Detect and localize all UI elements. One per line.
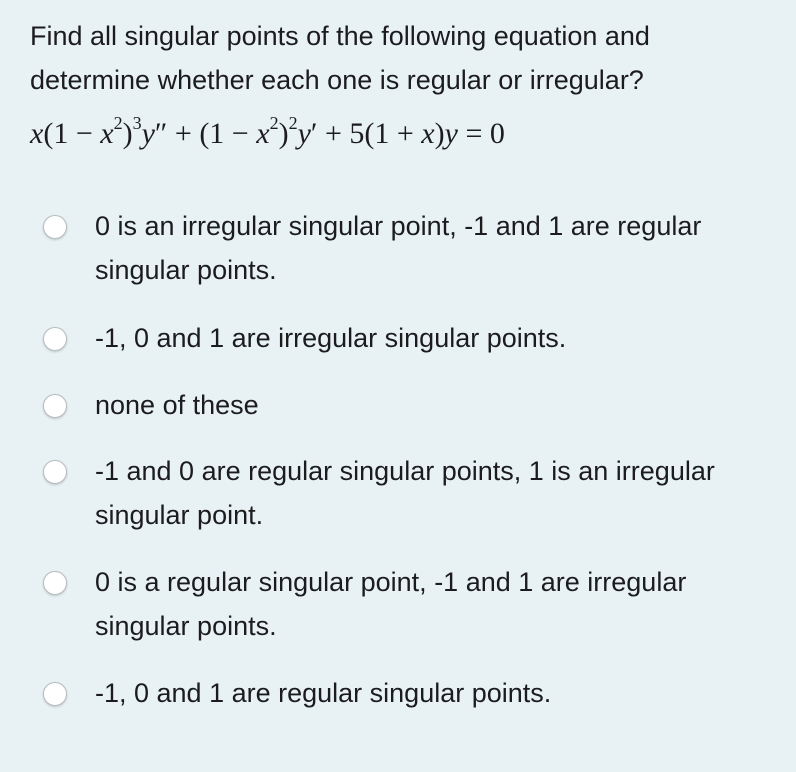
radio-button[interactable] (43, 394, 67, 418)
answer-option-4[interactable] (43, 449, 743, 537)
answer-option-5[interactable] (43, 560, 743, 648)
radio-button[interactable] (43, 571, 67, 595)
option-label: none of these (95, 390, 259, 420)
equation: $x(1 - x^2)^3y'' + (1 - x^2)^2y' + 5(1 + x)y = 0$ (30, 113, 505, 150)
answer-option-1[interactable] (43, 204, 743, 292)
radio-button[interactable] (43, 215, 67, 239)
option-label: 0 is an irregular singular point, -1 and 1 are regular singular points. (95, 211, 702, 285)
option-label: -1, 0 and 1 are regular singular points. (95, 678, 552, 708)
answer-option-2[interactable] (43, 316, 743, 360)
answer-option-3[interactable] (43, 383, 743, 427)
question-text: Find all singular points of the following equation and determine whether each one is regular or irregular? (30, 21, 650, 95)
answer-option-6[interactable] (43, 671, 743, 715)
radio-button[interactable] (43, 327, 67, 351)
option-label: -1, 0 and 1 are irregular singular points. (95, 323, 567, 353)
radio-button[interactable] (43, 460, 67, 484)
option-label: -1 and 0 are regular singular points, 1 is an irregular singular point. (95, 456, 715, 530)
radio-button[interactable] (43, 682, 67, 706)
option-label: 0 is a regular singular point, -1 and 1 are irregular singular points. (95, 567, 687, 641)
